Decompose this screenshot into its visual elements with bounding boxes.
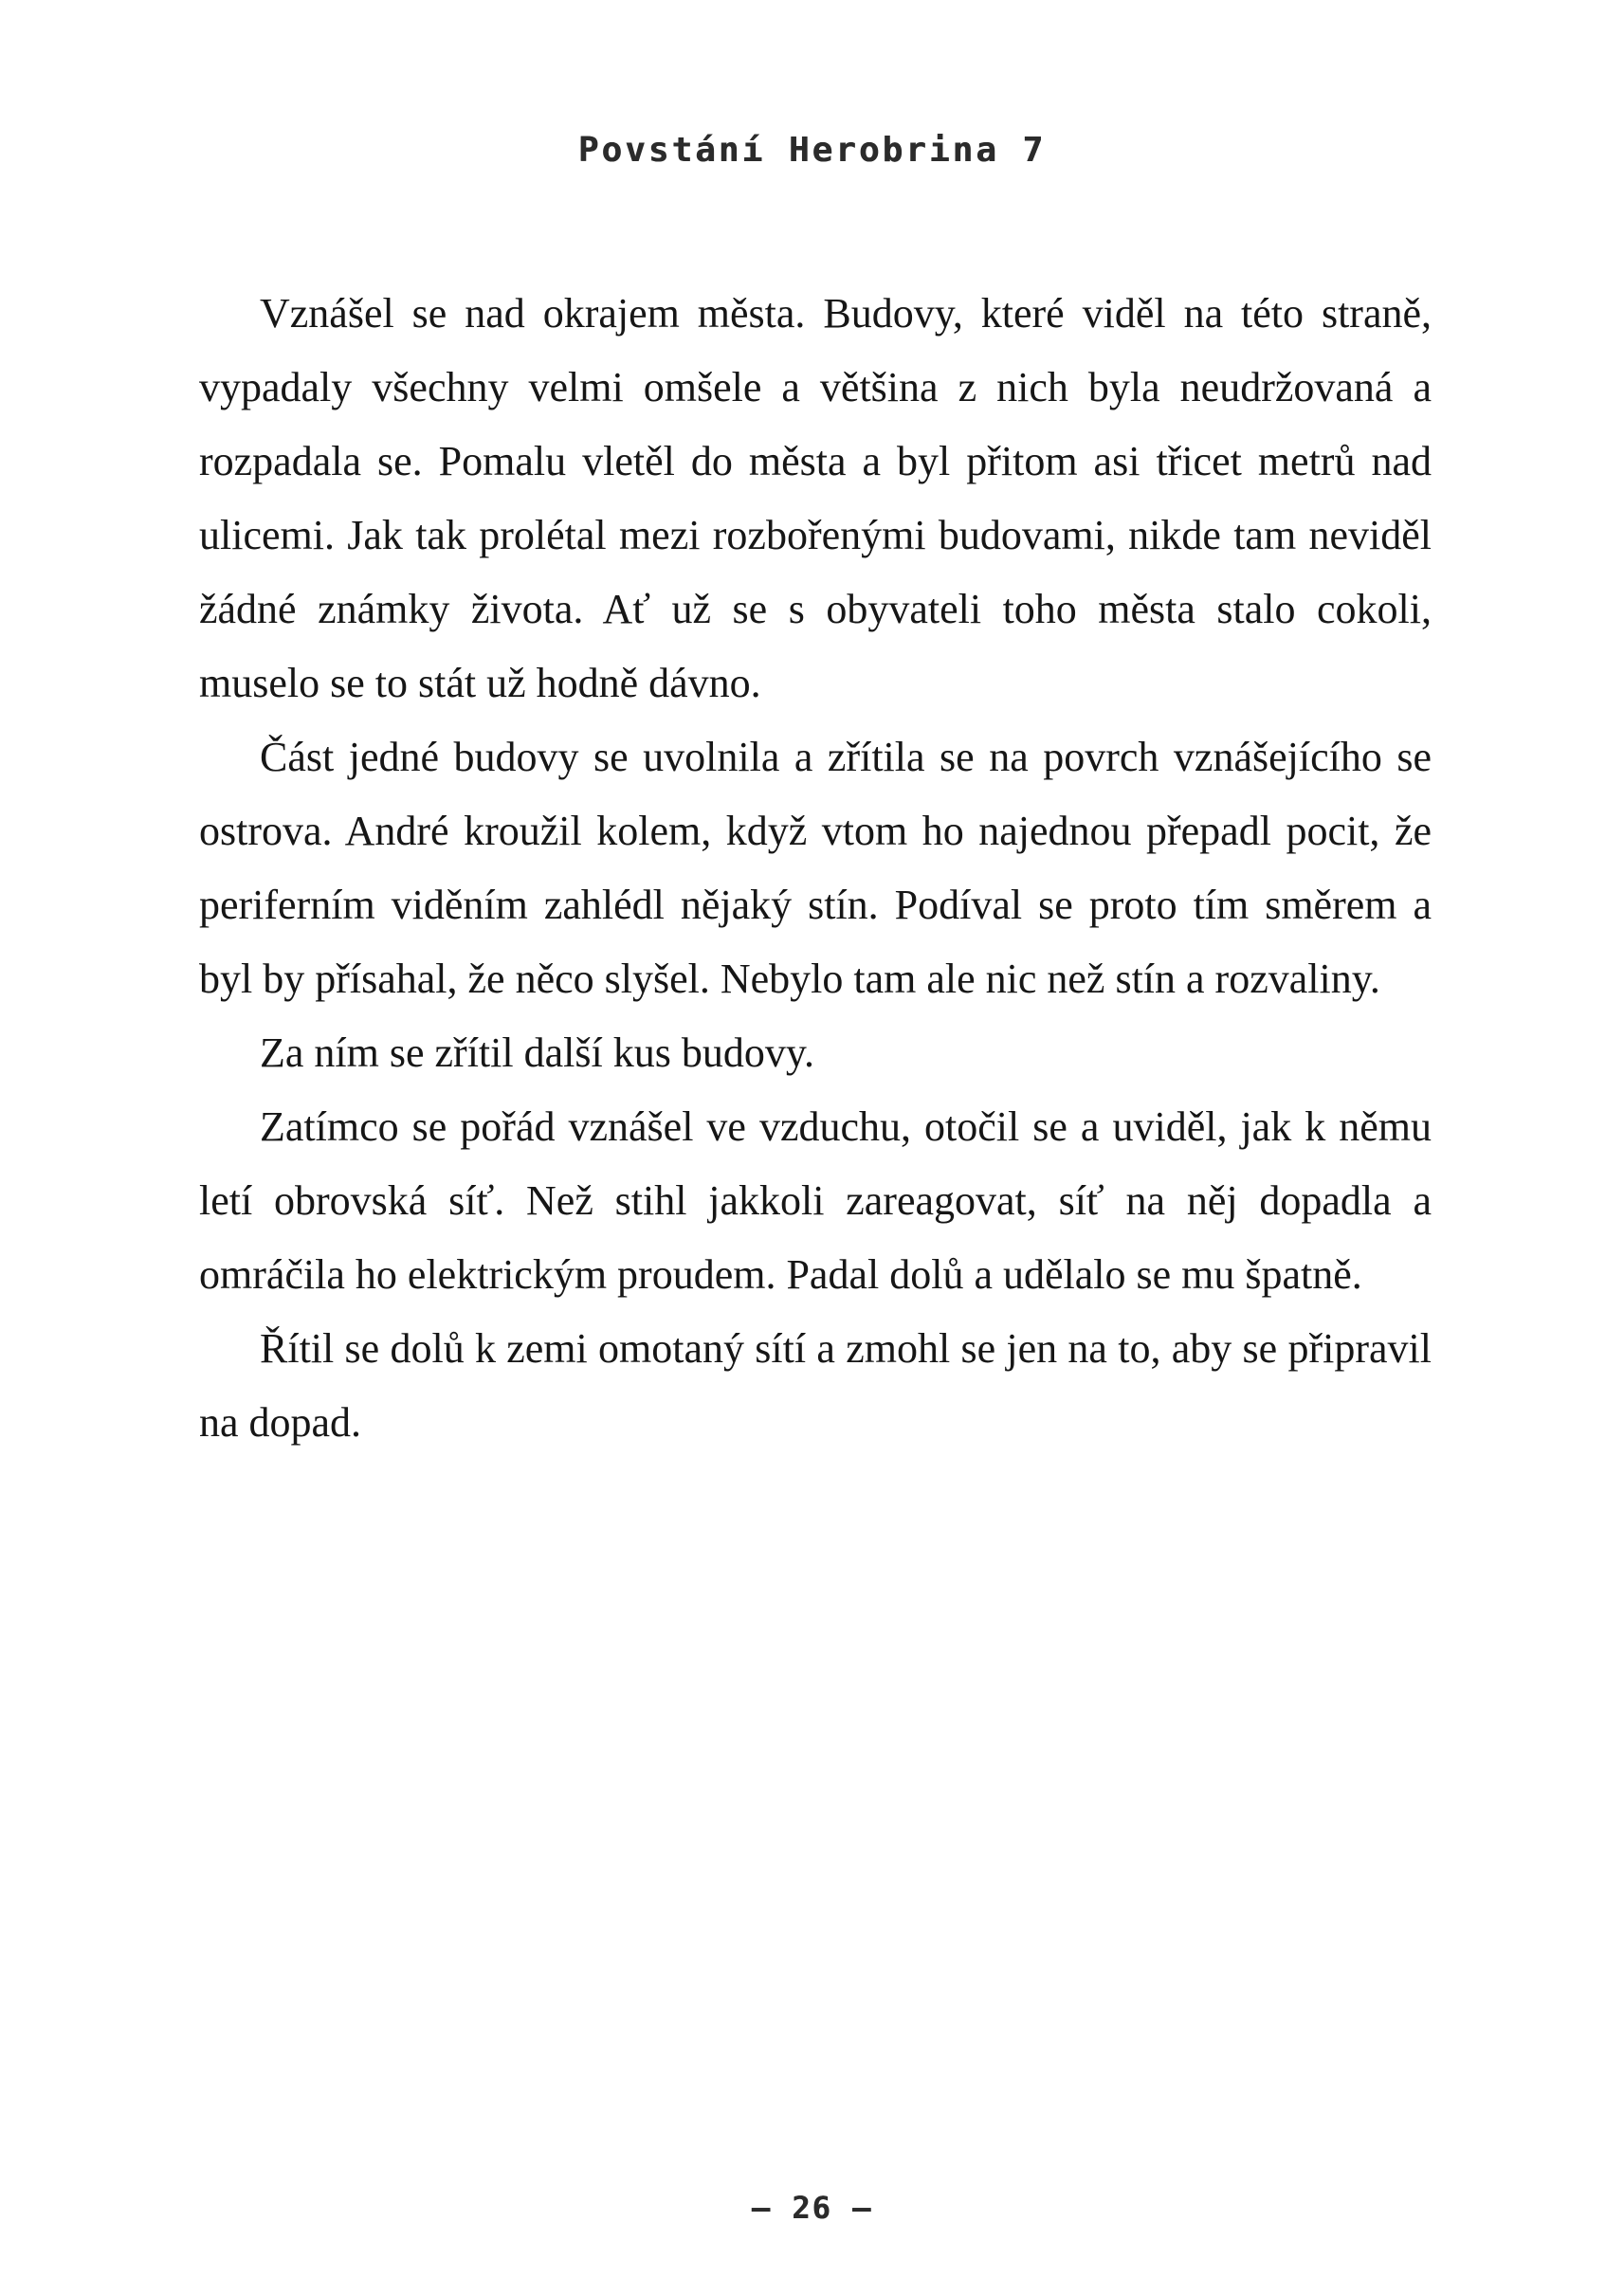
page-number: – 26 – <box>751 2190 873 2226</box>
running-header: Povstání Herobrina 7 <box>577 131 1047 170</box>
paragraph: Vznášel se nad okrajem města. Budovy, které viděl na této straně, vypadaly všechny velmi omšele a většina z nich byla neudržovaná a rozpadala se. Pomalu vletěl do města a byl přitom asi třicet metrů nad ulicemi. Jak tak prolétal mezi rozbořenými budovami, nikde tam neviděl žádné známky života. Ať už se s obyvateli toho města stalo cokoli, muselo se to stát už hodně dávno. <box>199 290 1432 706</box>
paragraph: Za ním se zřítil další kus budovy. <box>260 1029 814 1076</box>
paragraph: Část jedné budovy se uvolnila a zřítila se na povrch vznášejícího se ostrova. André kroužil kolem, když vtom ho najednou přepadl pocit, že periferním viděním zahlédl nějaký stín. Podíval se proto tím směrem a byl by přísahal, že něco slyšel. Nebylo tam ale nic než stín a rozvaliny. <box>199 734 1432 1002</box>
paragraph: Zatímco se pořád vznášel ve vzduchu, otočil se a uviděl, jak k němu letí obrovská síť. Než stihl jakkoli zareagovat, síť na něj dopadla a omráčila ho elektrickým proudem. Padal dolů a udělalo se mu špatně. <box>199 1103 1432 1298</box>
body-text <box>199 277 1432 1460</box>
paragraph: Řítil se dolů k zemi omotaný sítí a zmohl se jen na to, aby se připravil na dopad. <box>199 1325 1432 1446</box>
